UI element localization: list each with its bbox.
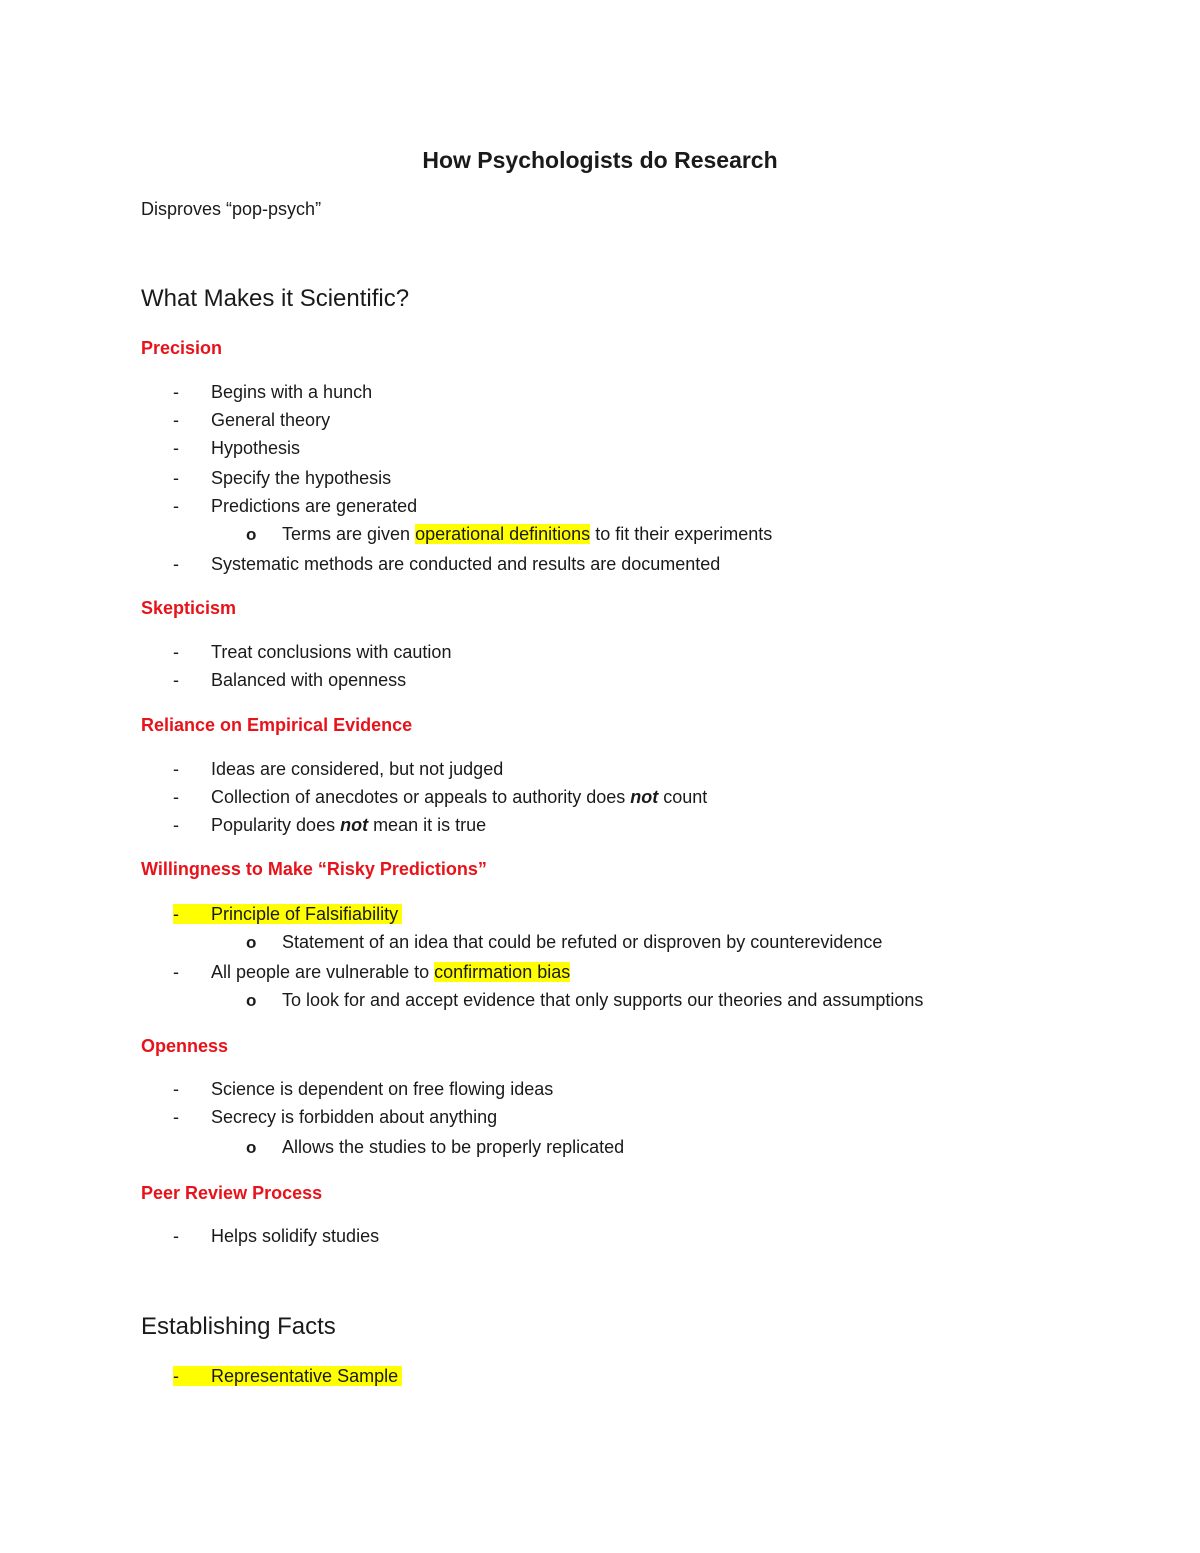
list-item: - Balanced with openness [173, 667, 406, 693]
subheading-peer-review: Peer Review Process [141, 1183, 323, 1203]
bullet-dash: - [173, 670, 179, 690]
bullet-dash: - [173, 410, 179, 430]
highlight-falsifiability: - Principle of Falsifiability [173, 904, 402, 924]
subheading-risky-predictions: Willingness to Make “Risky Predictions” [141, 859, 487, 879]
bullet-dash: - [173, 468, 179, 488]
bullet-dash: - [173, 382, 179, 402]
bullet-dash: - [173, 554, 179, 574]
section-heading-establishing-facts: Establishing Facts [141, 1313, 336, 1340]
document-title: How Psychologists do Research [422, 147, 778, 173]
bullet-circle: o [246, 525, 257, 544]
bullet-circle: o [246, 1138, 257, 1157]
highlight-representative-sample: - Representative Sample [173, 1366, 402, 1386]
highlight-confirmation-bias: confirmation bias [434, 962, 571, 982]
subheading-openness: Openness [141, 1036, 229, 1056]
sub-list-item: o Terms are given operational definitions to fit their experiments [246, 521, 772, 548]
list-item [173, 1363, 402, 1389]
bullet-circle: o [246, 991, 257, 1010]
intro-line: Disproves “pop-psych” [141, 199, 322, 219]
bullet-dash: - [173, 496, 179, 516]
list-item: - General theory [173, 407, 330, 433]
bullet-dash: - [173, 904, 179, 924]
subheading-precision: Precision [141, 338, 223, 358]
bullet-dash: - [173, 815, 179, 835]
list-item: - Helps solidify studies [173, 1223, 379, 1249]
sub-list-item: o To look for and accept evidence that only supports our theories and assumptions [246, 987, 923, 1014]
bullet-circle: o [246, 933, 257, 952]
list-item: - Systematic methods are conducted and results are documented [173, 551, 720, 577]
bullet-dash: - [173, 1366, 179, 1386]
subheading-skepticism: Skepticism [141, 598, 237, 618]
list-item: - Begins with a hunch [173, 379, 372, 405]
list-item: - Treat conclusions with caution [173, 639, 451, 665]
bullet-dash: - [173, 438, 179, 458]
list-item: - Popularity does not mean it is true [173, 812, 486, 838]
list-item: - Hypothesis [173, 435, 300, 461]
list-item: - Collection of anecdotes or appeals to authority does not count [173, 784, 707, 810]
list-item: - Science is dependent on free flowing ideas [173, 1076, 553, 1102]
list-item [173, 901, 402, 927]
bullet-dash: - [173, 759, 179, 779]
bullet-dash: - [173, 962, 179, 982]
bullet-dash: - [173, 1226, 179, 1246]
list-item: - Secrecy is forbidden about anything [173, 1104, 497, 1130]
highlight-operational-definitions: operational definitions [415, 524, 591, 544]
bullet-dash: - [173, 1079, 179, 1099]
list-item: - Specify the hypothesis [173, 465, 391, 491]
list-item: - All people are vulnerable to confirmation bias [173, 959, 570, 985]
list-item: - Ideas are considered, but not judged [173, 756, 503, 782]
bullet-dash: - [173, 642, 179, 662]
bullet-dash: - [173, 787, 179, 807]
sub-list-item: o Statement of an idea that could be refuted or disproven by counterevidence [246, 929, 882, 956]
list-item: - Predictions are generated [173, 493, 417, 519]
section-heading-scientific: What Makes it Scientific? [141, 285, 410, 312]
subheading-empirical-evidence: Reliance on Empirical Evidence [141, 715, 413, 735]
sub-list-item: o Allows the studies to be properly replicated [246, 1134, 624, 1161]
bullet-dash: - [173, 1107, 179, 1127]
